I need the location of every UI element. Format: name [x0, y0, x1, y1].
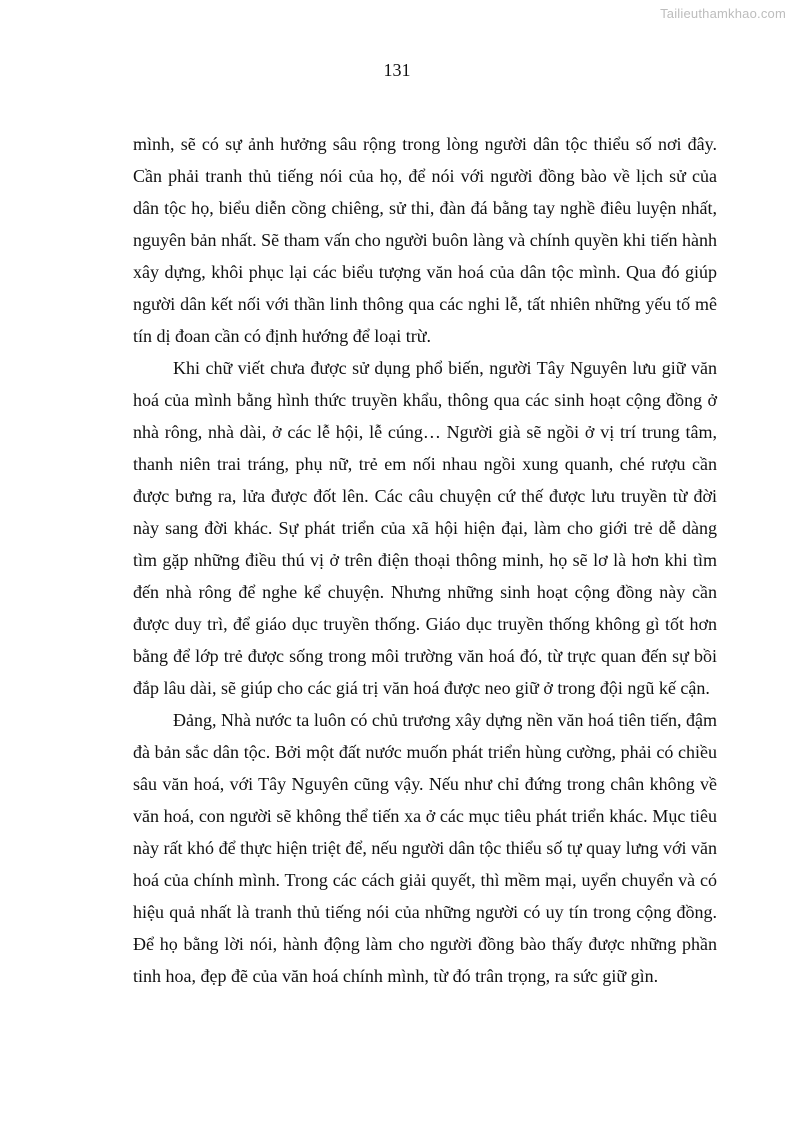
- watermark: Tailieuthamkhao.com: [660, 6, 786, 21]
- paragraph-cultural-policy: Đảng, Nhà nước ta luôn có chủ trương xây dựng nền văn hoá tiên tiến, đậm đà bản sắc dân tộc. Bởi một đất nước muốn phát triển hùng cường, phải có chiều sâu văn hoá, với Tây Nguyên cũng vậy. Nếu như chỉ đứng trong chân không về văn hoá, con người sẽ không thể tiến xa ở các mục tiêu phát triển khác. Mục tiêu này rất khó để thực hiện triệt để, nếu người dân tộc thiểu số tự quay lưng với văn hoá của chính mình. Trong các cách giải quyết, thì mềm mại, uyển chuyển và có hiệu quả nhất là tranh thủ tiếng nói của những người có uy tín trong cộng đồng. Để họ bằng lời nói, hành động làm cho người đồng bào thấy được những phần tinh hoa, đẹp đẽ của văn hoá chính mình, từ đó trân trọng, ra sức giữ gìn.: [133, 710, 717, 986]
- body-text: [133, 128, 717, 992]
- page-number: 131: [383, 60, 411, 80]
- paragraph-continuation: mình, sẽ có sự ảnh hưởng sâu rộng trong lòng người dân tộc thiểu số nơi đây. Cần phải tranh thủ tiếng nói của họ, để nói với người đồng bào về lịch sử của dân tộc họ, biểu diễn cồng chiêng, sử thi, đàn đá bằng tay nghề điêu luyện nhất, nguyên bản nhất. Sẽ tham vấn cho người buôn làng và chính quyền khi tiến hành xây dựng, khôi phục lại các biểu tượng văn hoá của dân tộc mình. Qua đó giúp người dân kết nối với thần linh thông qua các nghi lễ, tất nhiên những yếu tố mê tín dị đoan cần có định hướng để loại trừ.: [133, 134, 717, 346]
- paragraph-oral-tradition: Khi chữ viết chưa được sử dụng phổ biến, người Tây Nguyên lưu giữ văn hoá của mình bằng hình thức truyền khẩu, thông qua các sinh hoạt cộng đồng ở nhà rông, nhà dài, ở các lễ hội, lễ cúng… Người già sẽ ngồi ở vị trí trung tâm, thanh niên trai tráng, phụ nữ, trẻ em nối nhau ngồi xung quanh, ché rượu cần được bưng ra, lửa được đốt lên. Các câu chuyện cứ thế được lưu truyền từ đời này sang đời khác. Sự phát triển của xã hội hiện đại, làm cho giới trẻ dễ dàng tìm gặp những điều thú vị ở trên điện thoại thông minh, họ sẽ lơ là hơn khi tìm đến nhà rông để nghe kể chuyện. Nhưng những sinh hoạt cộng đồng này cần được duy trì, để giáo dục truyền thống. Giáo dục truyền thống không gì tốt hơn bằng để lớp trẻ được sống trong môi trường văn hoá đó, từ trực quan đến sự bồi đắp lâu dài, sẽ giúp cho các giá trị văn hoá được neo giữ ở trong đội ngũ kế cận.: [133, 358, 717, 698]
